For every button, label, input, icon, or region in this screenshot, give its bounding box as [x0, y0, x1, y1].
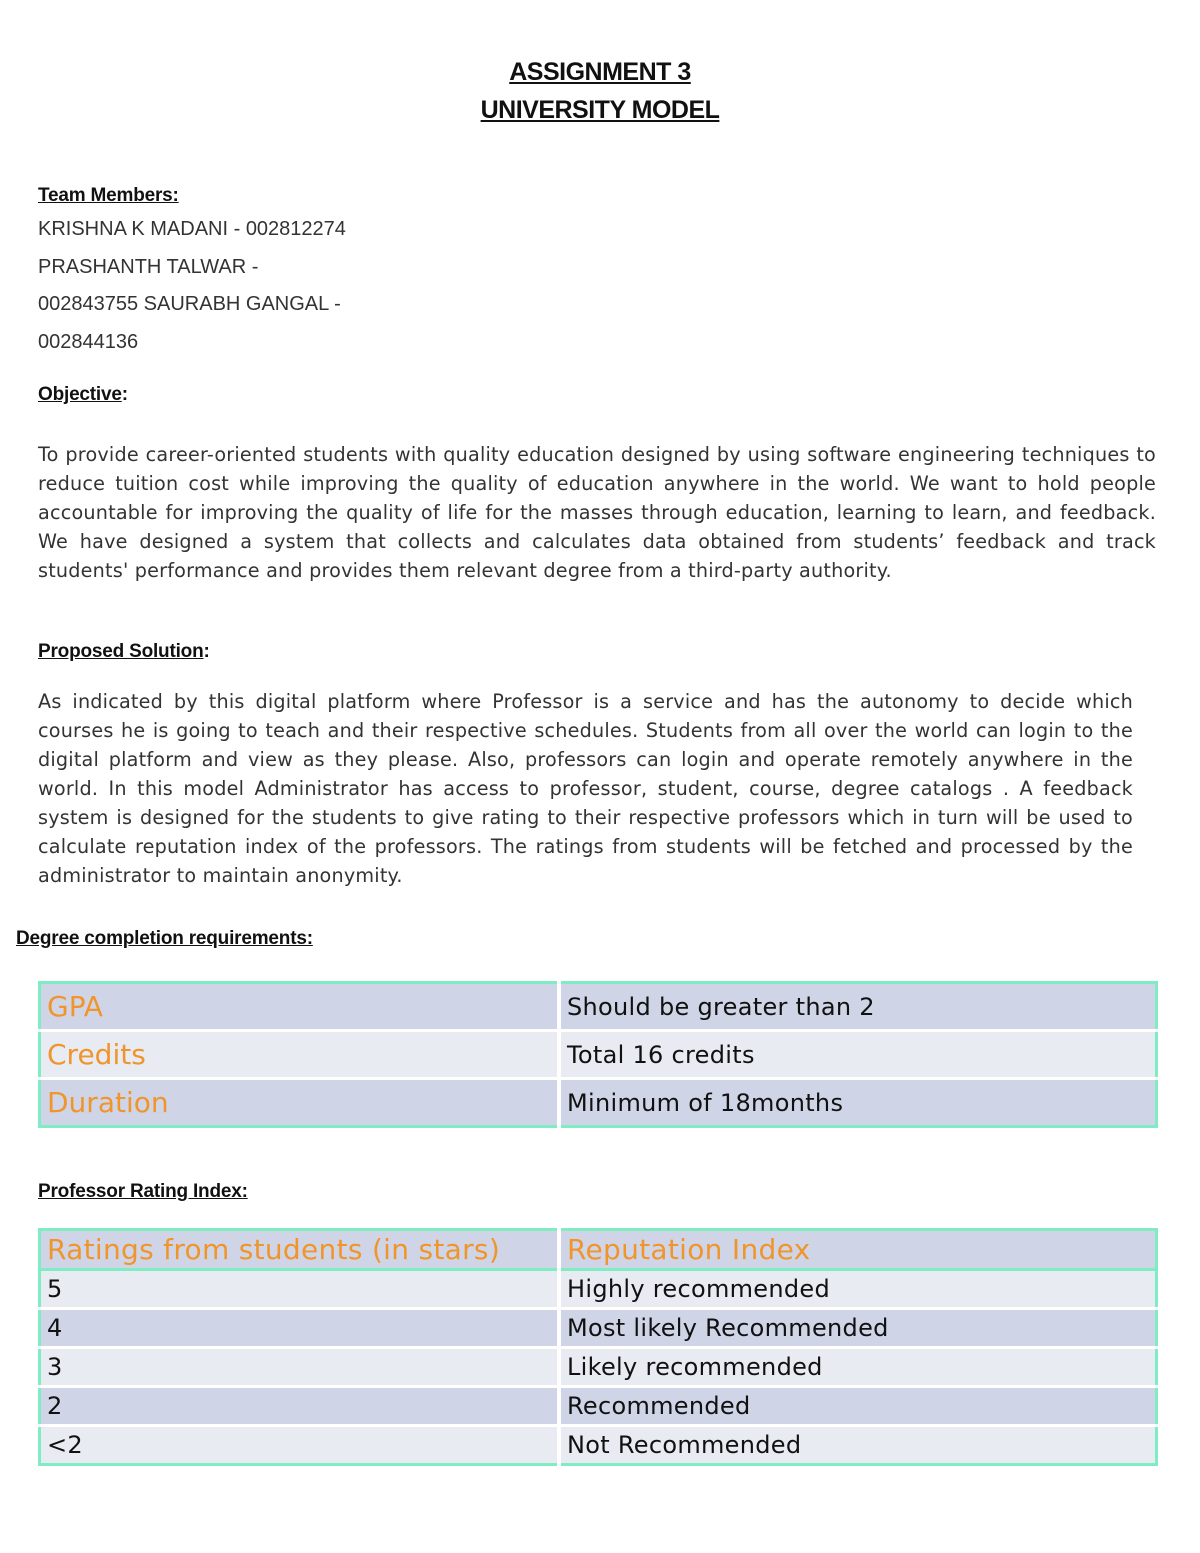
requirement-label: GPA: [40, 983, 560, 1031]
objective-paragraph: To provide career-oriented students with quality education designed by using software engineering techniques to reduce tuition cost while improving the quality of education anywhere in the world. We want to hold people accountable for improving the quality of life for the masses through education, learning to learn, and feedback. We have designed a system that collects and calculates data obtained from students’ feedback and track students' performance and provides them relevant degree from a third-party authority.: [38, 443, 1156, 582]
table-row: [40, 1270, 1157, 1309]
proposed-solution-paragraph: As indicated by this digital platform where Professor is a service and has the autonomy to decide which courses he is going to teach and their respective schedules. Students from all over the world can login to the digital platform and view as they please. Also, professors can login and operate remotely anywhere in the world. In this model Administrator has access to professor, student, course, degree catalogs . A feedback system is designed for the students to give rating to their respective professors which in turn will be used to calculate reputation index of the professors. The ratings from students will be fetched and processed by the administrator to maintain anonymity.: [38, 690, 1133, 887]
reputation-index: Likely recommended: [559, 1348, 1157, 1387]
requirement-label: Credits: [40, 1031, 560, 1079]
requirement-label: Duration: [40, 1079, 560, 1127]
team-member-line: PRASHANTH TALWAR -: [38, 256, 259, 278]
team-members-heading-text: Team Members:: [38, 185, 179, 206]
reputation-index: Recommended: [559, 1387, 1157, 1426]
table-row: [40, 983, 1157, 1031]
rating-index-table: [38, 1228, 1158, 1466]
table-header-row: [40, 1230, 1157, 1270]
table-row: [40, 1079, 1157, 1127]
title-line-1: ASSIGNMENT 3: [509, 58, 691, 86]
team-member-line: 002843755 SAURABH GANGAL -: [38, 293, 341, 315]
requirement-value: Minimum of 18months: [559, 1079, 1157, 1127]
table-row: [40, 1348, 1157, 1387]
rating-index-heading: [38, 1181, 248, 1203]
table-row: [40, 1387, 1157, 1426]
rating-stars: <2: [40, 1426, 560, 1465]
degree-requirements-heading: [16, 928, 313, 950]
table-row: [40, 1031, 1157, 1079]
rating-stars: 4: [40, 1309, 560, 1348]
table-row: [40, 1426, 1157, 1465]
proposed-solution-heading-text: Proposed Solution: [38, 641, 204, 662]
rating-index-heading-text: Professor Rating Index:: [38, 1181, 248, 1202]
degree-requirements-table: [38, 981, 1158, 1128]
team-member-line: 002844136: [38, 331, 139, 353]
title-line-2: UNIVERSITY MODEL: [480, 96, 720, 124]
column-header-ratings: Ratings from students (in stars): [40, 1230, 560, 1270]
requirement-value: Total 16 credits: [559, 1031, 1157, 1079]
proposed-solution-heading-colon: :: [203, 641, 210, 662]
objective-heading-colon: :: [121, 384, 128, 405]
objective-heading-text: Objective: [38, 384, 122, 405]
rating-stars: 3: [40, 1348, 560, 1387]
reputation-index: Highly recommended: [559, 1270, 1157, 1309]
reputation-index: Not Recommended: [559, 1426, 1157, 1465]
team-members-heading: [38, 185, 179, 207]
degree-requirements-heading-text: Degree completion requirements:: [16, 928, 313, 949]
proposed-solution-heading: [38, 641, 210, 663]
team-member-line: KRISHNA K MADANI - 002812274: [38, 218, 346, 240]
objective-heading: [38, 384, 128, 406]
requirement-value: Should be greater than 2: [559, 983, 1157, 1031]
table-row: [40, 1309, 1157, 1348]
column-header-reputation: Reputation Index: [559, 1230, 1157, 1270]
rating-stars: 5: [40, 1270, 560, 1309]
rating-stars: 2: [40, 1387, 560, 1426]
reputation-index: Most likely Recommended: [559, 1309, 1157, 1348]
